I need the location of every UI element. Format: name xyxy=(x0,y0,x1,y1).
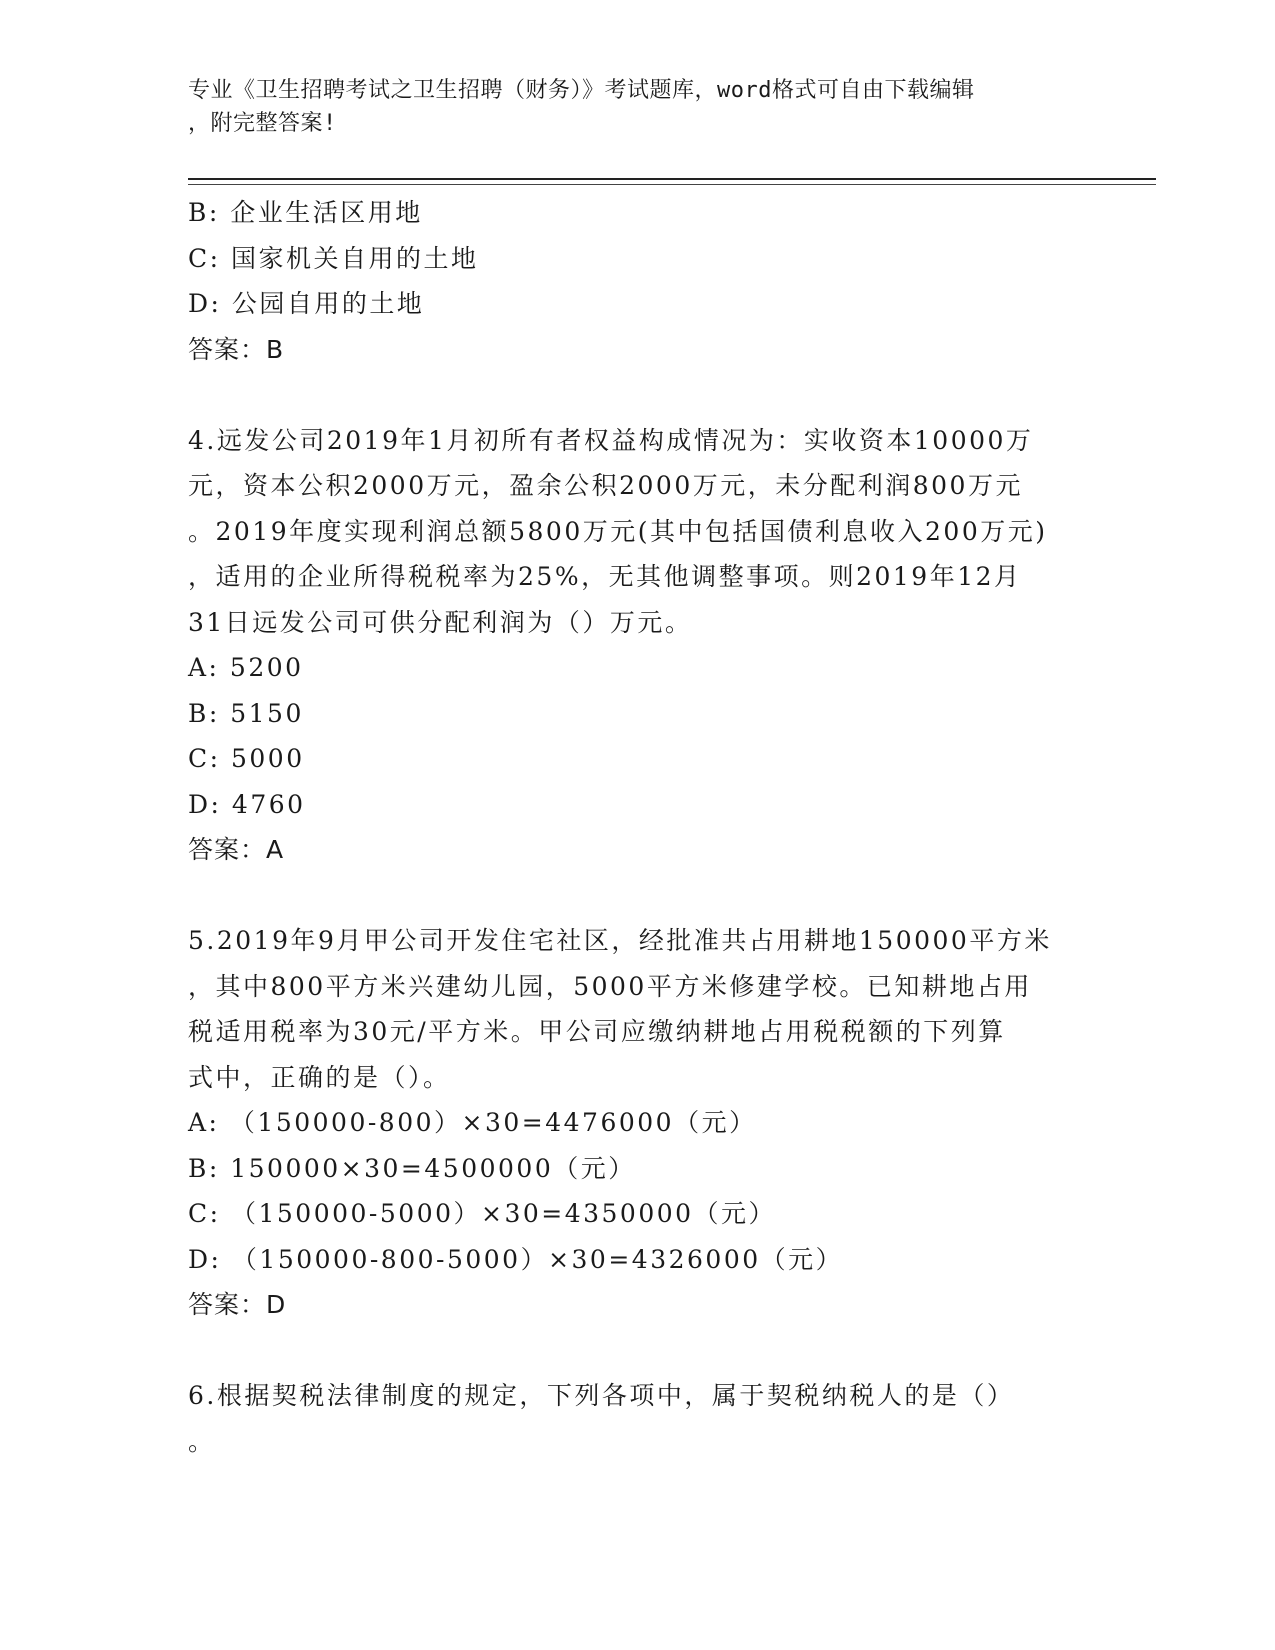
page-header xyxy=(188,74,1088,140)
q5-option-c: C: （150000-5000）×30=4350000（元） xyxy=(188,1199,777,1228)
q4-stem-line: 31日远发公司可供分配利润为（）万元。 xyxy=(188,607,693,637)
q5-stem-line: 税适用税率为30元/平方米。甲公司应缴纳耕地占用税税额的下列算 xyxy=(188,1017,1006,1046)
spacer xyxy=(188,873,1088,919)
header-divider-thick xyxy=(188,178,1156,180)
q4-stem-line: ，适用的企业所得税税率为25%，无其他调整事项。则2019年12月 xyxy=(188,562,1022,591)
q5-option-d: D: （150000-800-5000）×30=4326000（元） xyxy=(188,1244,844,1274)
question-content xyxy=(188,190,1088,1464)
q3-option-c: C: 国家机关自用的土地 xyxy=(188,243,479,273)
q4-stem-line: 。2019年度实现利润总额5800万元(其中包括国债利息收入200万元) xyxy=(188,516,1048,546)
q5-option-a: A: （150000-800）×30=4476000（元） xyxy=(188,1108,757,1137)
q6-stem-line: 。 xyxy=(188,1426,216,1456)
header-title-line-1: 专业《卫生招聘考试之卫生招聘（财务）》考试题库，word格式可自由下载编辑 xyxy=(188,78,975,103)
spacer xyxy=(188,372,1088,418)
q5-stem-line: 5.2019年9月甲公司开发住宅社区，经批准共占用耕地150000平方米 xyxy=(188,926,1052,955)
q4-stem-line: 元，资本公积2000万元，盈余公积2000万元，未分配利润800万元 xyxy=(188,471,1023,500)
q3-answer: 答案：B xyxy=(188,334,285,364)
question-6 xyxy=(188,1373,1088,1464)
question-3-tail xyxy=(188,190,1088,372)
header-title-line-2: ，附完整答案! xyxy=(188,111,337,136)
question-5 xyxy=(188,918,1088,1328)
q5-option-b: B: 150000×30=4500000（元） xyxy=(188,1153,636,1183)
q6-stem-line: 6.根据契税法律制度的规定，下列各项中，属于契税纳税人的是（） xyxy=(188,1381,1015,1410)
q4-option-b: B: 5150 xyxy=(188,698,304,728)
q5-stem-line: 式中，正确的是（）。 xyxy=(188,1062,451,1092)
spacer xyxy=(188,1328,1088,1374)
q3-option-b: B: 企业生活区用地 xyxy=(188,198,423,227)
q4-stem-line: 4.远发公司2019年1月初所有者权益构成情况为：实收资本10000万 xyxy=(188,425,1034,455)
q4-option-d: D: 4760 xyxy=(188,789,306,819)
q4-option-a: A: 5200 xyxy=(188,653,304,682)
question-4 xyxy=(188,418,1088,873)
q4-option-c: C: 5000 xyxy=(188,744,305,773)
q4-answer: 答案：A xyxy=(188,835,285,864)
q3-option-d: D: 公园自用的土地 xyxy=(188,289,425,318)
q5-answer: 答案：D xyxy=(188,1290,287,1319)
q5-stem-line: ，其中800平方米兴建幼儿园，5000平方米修建学校。已知耕地占用 xyxy=(188,971,1032,1001)
header-divider-thin xyxy=(188,184,1156,185)
